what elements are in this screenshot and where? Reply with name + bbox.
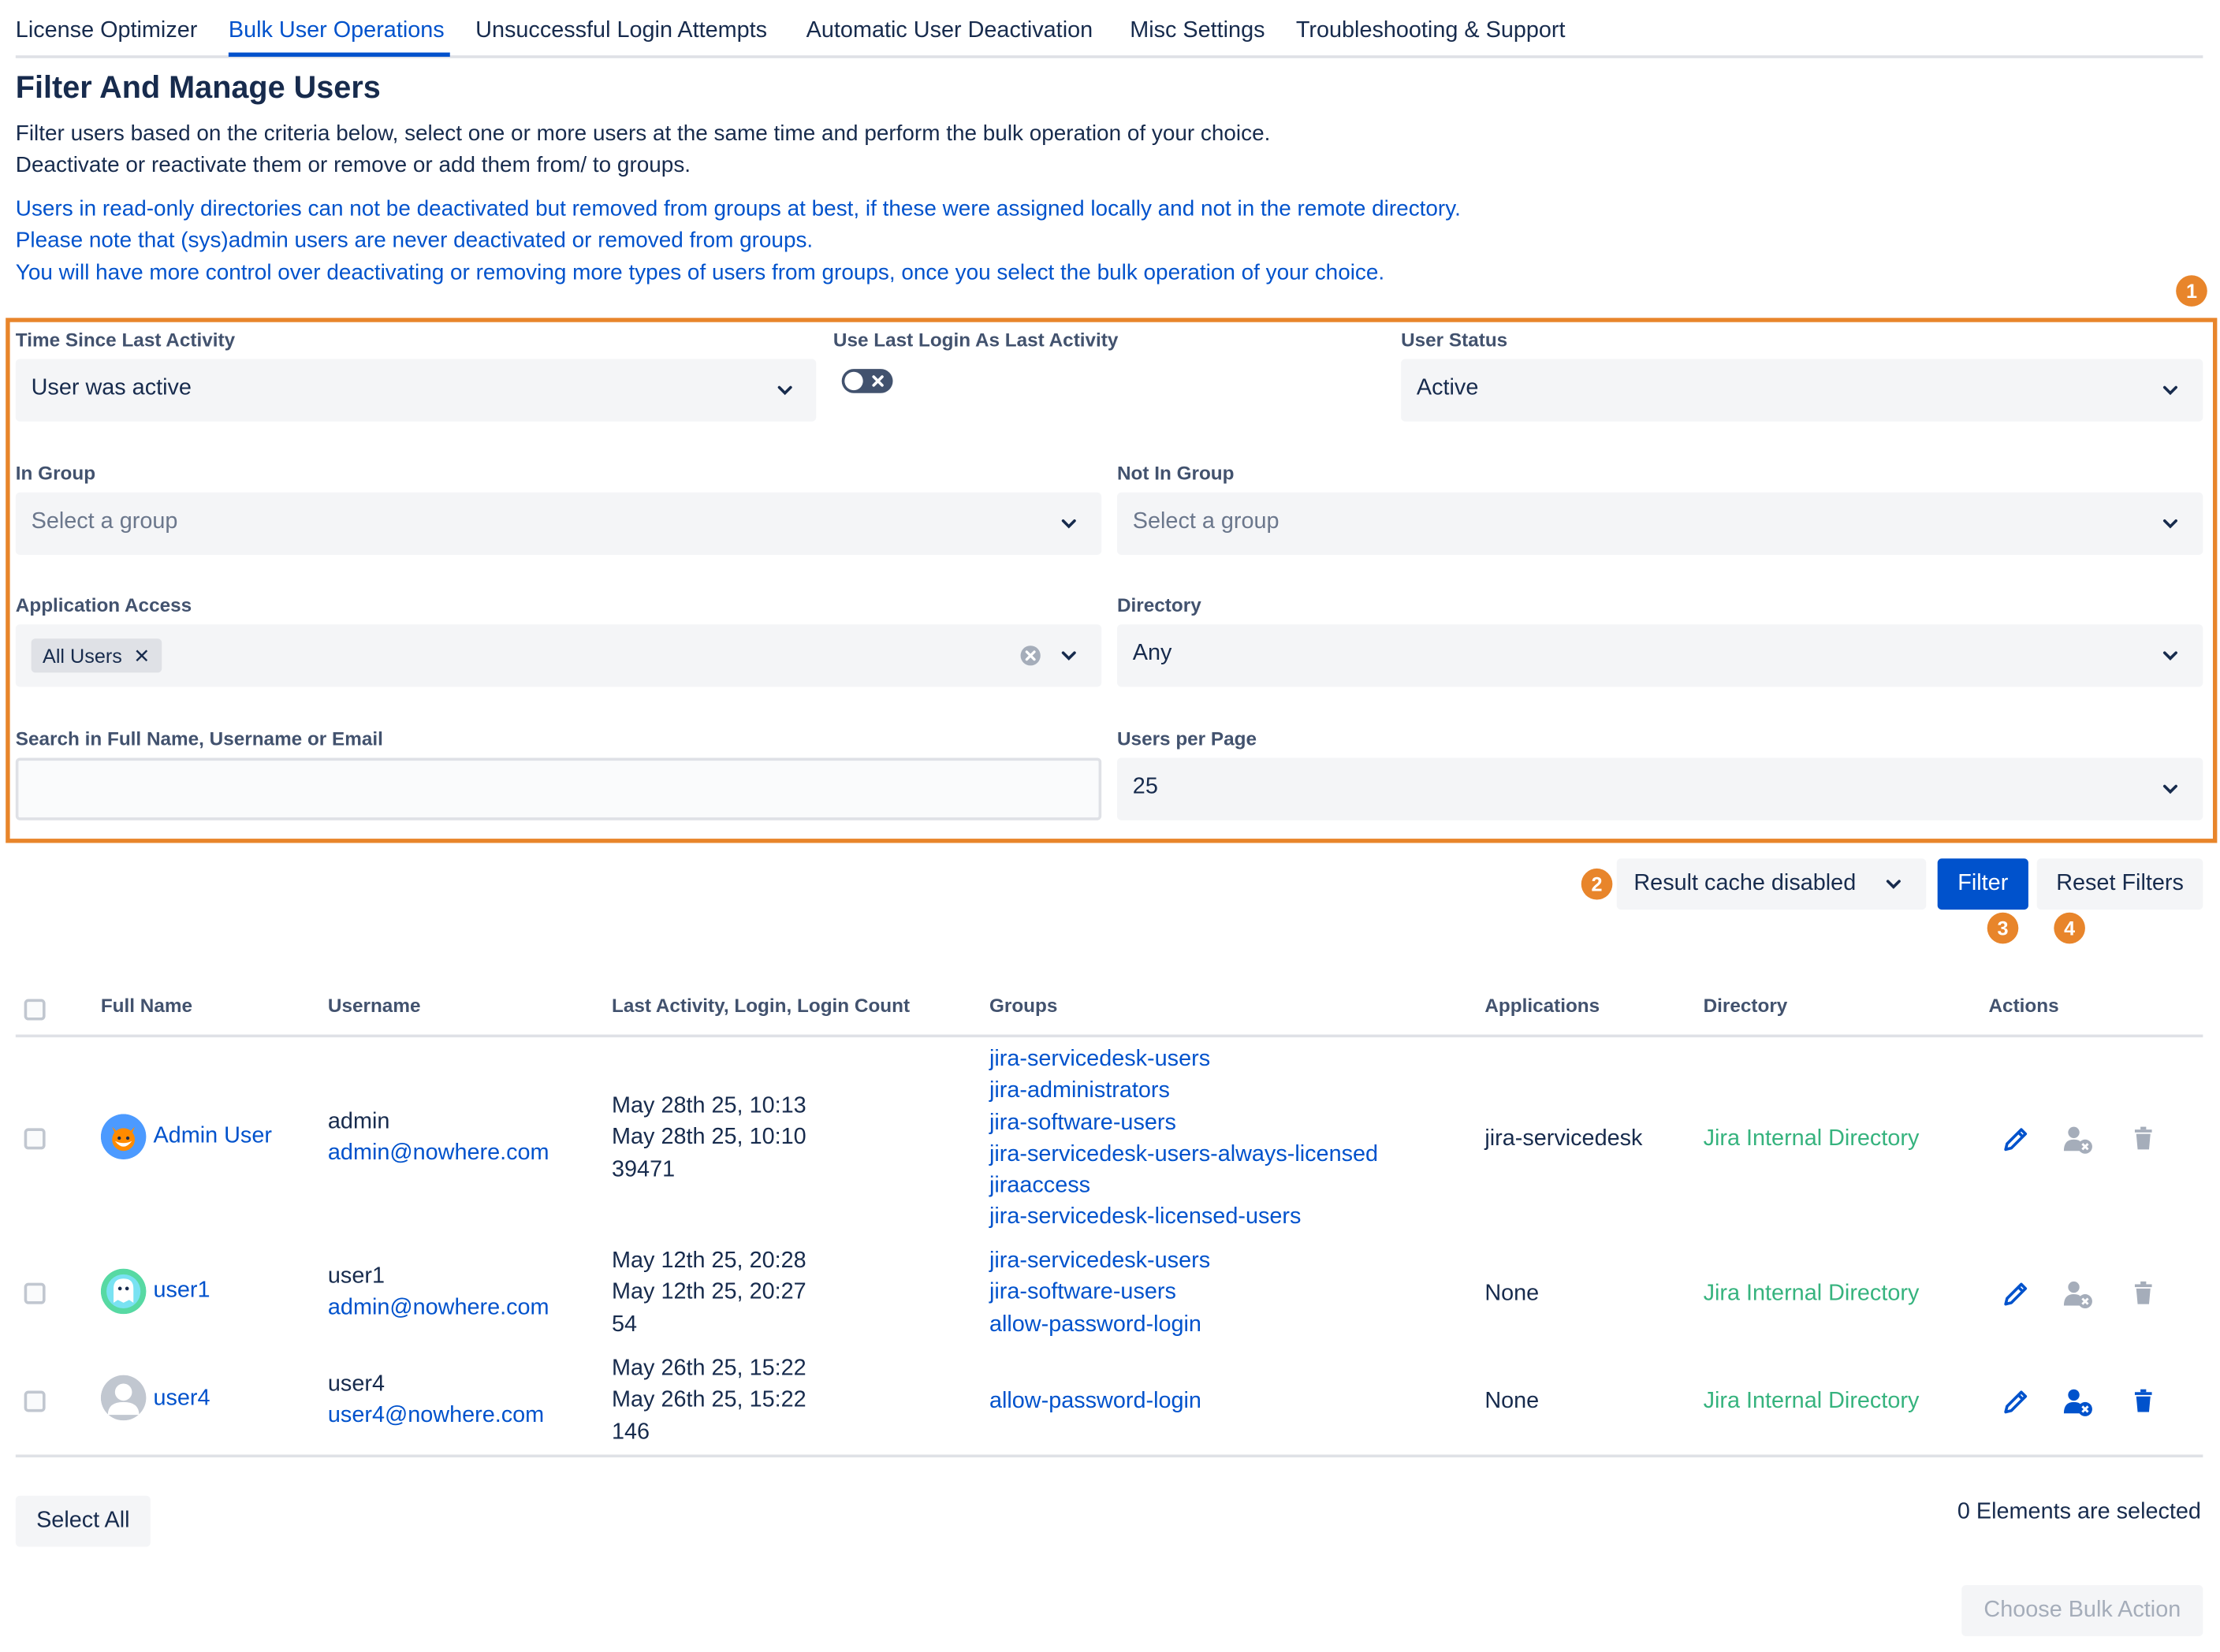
chevron-down-icon bbox=[1059, 514, 1078, 534]
row-checkbox[interactable] bbox=[24, 1128, 46, 1149]
email-link[interactable]: admin@nowhere.com bbox=[327, 1295, 549, 1320]
group-link[interactable]: jiraaccess bbox=[989, 1174, 1091, 1198]
toggle-knob bbox=[844, 372, 862, 390]
full-name-link[interactable]: user4 bbox=[153, 1386, 210, 1411]
deactivate-user-icon[interactable] bbox=[2062, 1386, 2094, 1418]
chevron-down-icon bbox=[1059, 646, 1078, 665]
edit-pencil-icon[interactable] bbox=[2000, 1386, 2032, 1418]
edit-pencil-icon[interactable] bbox=[2000, 1124, 2032, 1155]
login-count: 146 bbox=[612, 1419, 650, 1445]
time-since-select[interactable] bbox=[16, 359, 816, 422]
annotation-badge-2: 2 bbox=[1581, 869, 1613, 900]
applications: jira-servicedesk bbox=[1484, 1126, 1643, 1152]
select-all-button[interactable]: Select All bbox=[16, 1496, 151, 1547]
tab-automatic-user-deactivation[interactable]: Automatic User Deactivation bbox=[806, 18, 1093, 43]
application-tag-all-users bbox=[32, 638, 162, 672]
annotation-badge-1: 1 bbox=[2176, 275, 2207, 307]
chevron-down-icon bbox=[1883, 874, 1903, 894]
in-group-select[interactable] bbox=[16, 493, 1101, 555]
groups-list bbox=[989, 1044, 1378, 1234]
avatar-fox-icon bbox=[101, 1114, 147, 1159]
time-since-label: Time Since Last Activity bbox=[15, 329, 236, 351]
groups-list bbox=[989, 1246, 1210, 1341]
col-header-username: Username bbox=[327, 995, 421, 1017]
clear-icon[interactable] bbox=[1019, 644, 1042, 667]
search-input[interactable] bbox=[16, 757, 1101, 820]
delete-trash-icon[interactable] bbox=[2128, 1278, 2159, 1310]
users-per-page-select[interactable] bbox=[1117, 757, 2203, 820]
directory-link[interactable]: Jira Internal Directory bbox=[1703, 1126, 1920, 1152]
selected-count: 0 Elements are selected bbox=[1957, 1500, 2201, 1524]
row-checkbox[interactable] bbox=[24, 1390, 46, 1412]
email-link[interactable]: user4@nowhere.com bbox=[327, 1403, 545, 1428]
group-link[interactable]: jira-servicedesk-users-always-licensed bbox=[989, 1142, 1379, 1166]
group-link[interactable]: jira-servicedesk-licensed-users bbox=[989, 1205, 1302, 1230]
full-name-link[interactable]: user1 bbox=[153, 1278, 210, 1303]
tab-misc-settings[interactable]: Misc Settings bbox=[1130, 18, 1265, 43]
time-since-value: User was active bbox=[31, 376, 192, 400]
not-in-group-placeholder: Select a group bbox=[1132, 509, 1279, 534]
tab-troubleshooting-support[interactable]: Troubleshooting & Support bbox=[1295, 18, 1566, 43]
directory-label: Directory bbox=[1116, 594, 1201, 616]
in-group-placeholder: Select a group bbox=[31, 509, 178, 534]
page-title: Filter And Manage Users bbox=[15, 69, 381, 106]
last-login: May 28th 25, 10:10 bbox=[612, 1126, 806, 1150]
use-last-login-toggle[interactable] bbox=[842, 369, 893, 393]
remove-tag-icon[interactable]: ✕ bbox=[133, 644, 151, 668]
annotation-badge-4: 4 bbox=[2054, 913, 2085, 944]
row-checkbox[interactable] bbox=[24, 1283, 46, 1304]
deactivate-user-icon[interactable] bbox=[2062, 1278, 2094, 1310]
delete-trash-icon[interactable] bbox=[2128, 1386, 2159, 1418]
tag-label: All Users bbox=[43, 644, 122, 668]
search-label: Search in Full Name, Username or Email bbox=[15, 727, 383, 750]
chevron-down-icon bbox=[775, 381, 795, 400]
users-per-page-value: 25 bbox=[1132, 775, 1158, 799]
reset-filters-button[interactable]: Reset Filters bbox=[2037, 858, 2203, 910]
login-count: 54 bbox=[612, 1312, 638, 1337]
activity-info bbox=[612, 1092, 806, 1186]
group-link[interactable]: allow-password-login bbox=[989, 1389, 1201, 1414]
filter-button[interactable]: Filter bbox=[1938, 858, 2028, 910]
full-name-link[interactable]: Admin User bbox=[153, 1123, 272, 1148]
applications: None bbox=[1484, 1389, 1540, 1414]
delete-trash-icon[interactable] bbox=[2128, 1124, 2159, 1155]
use-last-login-label: Use Last Login As Last Activity bbox=[832, 329, 1119, 351]
directory-select[interactable] bbox=[1117, 624, 2203, 686]
chevron-down-icon bbox=[2160, 646, 2180, 665]
col-header-groups: Groups bbox=[989, 995, 1058, 1017]
login-count: 39471 bbox=[612, 1157, 676, 1182]
activity-info bbox=[612, 1246, 806, 1341]
deactivate-user-icon[interactable] bbox=[2062, 1124, 2094, 1155]
username: user4 bbox=[327, 1372, 385, 1397]
group-link[interactable]: jira-administrators bbox=[989, 1078, 1170, 1103]
tab-unsuccessful-login-attempts[interactable]: Unsuccessful Login Attempts bbox=[475, 18, 768, 43]
choose-bulk-action-button[interactable]: Choose Bulk Action bbox=[1961, 1585, 2203, 1636]
description-line-2: Deactivate or reactivate them or remove or add them from/ to groups. bbox=[15, 153, 691, 178]
chevron-down-icon bbox=[2160, 381, 2180, 400]
info-note-2: Please note that (sys)admin users are never deactivated or removed from groups. bbox=[15, 228, 814, 253]
in-group-label: In Group bbox=[15, 462, 96, 484]
application-access-select[interactable] bbox=[16, 624, 1101, 686]
description-line-1: Filter users based on the criteria below, select one or more users at the same time and perform the bulk operation of your choice. bbox=[15, 121, 1271, 147]
directory-link[interactable]: Jira Internal Directory bbox=[1703, 1389, 1920, 1414]
col-header-actions: Actions bbox=[1988, 995, 2059, 1017]
application-access-label: Application Access bbox=[15, 594, 192, 616]
info-note-3: You will have more control over deactivating or removing more types of users from groups, once you select the bulk operation of your choice. bbox=[15, 261, 1385, 285]
tab-license-optimizer[interactable]: License Optimizer bbox=[15, 18, 198, 43]
avatar-default-icon bbox=[101, 1375, 147, 1421]
chevron-down-icon bbox=[2160, 514, 2180, 534]
annotation-badge-3: 3 bbox=[1987, 913, 2019, 944]
edit-pencil-icon[interactable] bbox=[2000, 1278, 2032, 1310]
last-activity: May 12th 25, 20:28 bbox=[612, 1248, 806, 1274]
col-header-directory: Directory bbox=[1703, 995, 1788, 1017]
result-cache-dropdown[interactable] bbox=[1617, 858, 1927, 910]
group-link[interactable]: allow-password-login bbox=[989, 1312, 1201, 1337]
active-tab-indicator bbox=[229, 53, 450, 57]
group-link[interactable]: jira-software-users bbox=[989, 1111, 1176, 1135]
table-bottom-divider bbox=[16, 1455, 2203, 1458]
directory-value: Any bbox=[1132, 641, 1172, 666]
user-status-label: User Status bbox=[1401, 329, 1508, 351]
last-activity: May 28th 25, 10:13 bbox=[612, 1094, 806, 1118]
close-icon bbox=[872, 374, 885, 387]
last-activity: May 26th 25, 15:22 bbox=[612, 1356, 806, 1381]
chevron-down-icon bbox=[2160, 779, 2180, 798]
table-header-divider bbox=[16, 1035, 2203, 1038]
applications: None bbox=[1484, 1281, 1540, 1306]
group-link[interactable]: jira-software-users bbox=[989, 1280, 1176, 1305]
last-login: May 12th 25, 20:27 bbox=[612, 1280, 806, 1305]
directory-link[interactable]: Jira Internal Directory bbox=[1703, 1281, 1920, 1306]
users-per-page-label: Users per Page bbox=[1116, 727, 1257, 750]
user-status-value: Active bbox=[1416, 376, 1479, 400]
activity-info bbox=[612, 1354, 806, 1449]
result-cache-label: Result cache disabled bbox=[1633, 871, 1857, 896]
info-note-1: Users in read-only directories can not be deactivated but removed from groups at best, if these were assigned locally and not in the remote directory. bbox=[15, 197, 1461, 221]
select-all-checkbox[interactable] bbox=[24, 999, 46, 1021]
not-in-group-select[interactable] bbox=[1117, 493, 2203, 555]
email-link[interactable]: admin@nowhere.com bbox=[327, 1140, 549, 1166]
col-header-full-name: Full Name bbox=[100, 995, 192, 1017]
group-link[interactable]: jira-servicedesk-users bbox=[989, 1047, 1211, 1072]
user-status-select[interactable] bbox=[1401, 359, 2203, 422]
group-link[interactable]: jira-servicedesk-users bbox=[989, 1248, 1211, 1274]
not-in-group-label: Not In Group bbox=[1116, 462, 1235, 484]
username: user1 bbox=[327, 1264, 385, 1289]
username: admin bbox=[327, 1109, 390, 1134]
col-header-last-activity: Last Activity, Login, Login Count bbox=[612, 995, 911, 1017]
groups-list bbox=[989, 1386, 1201, 1418]
avatar-ghost-icon bbox=[101, 1269, 147, 1315]
col-header-applications: Applications bbox=[1484, 995, 1600, 1017]
last-login: May 26th 25, 15:22 bbox=[612, 1388, 806, 1413]
tab-bulk-user-operations[interactable]: Bulk User Operations bbox=[228, 18, 445, 43]
